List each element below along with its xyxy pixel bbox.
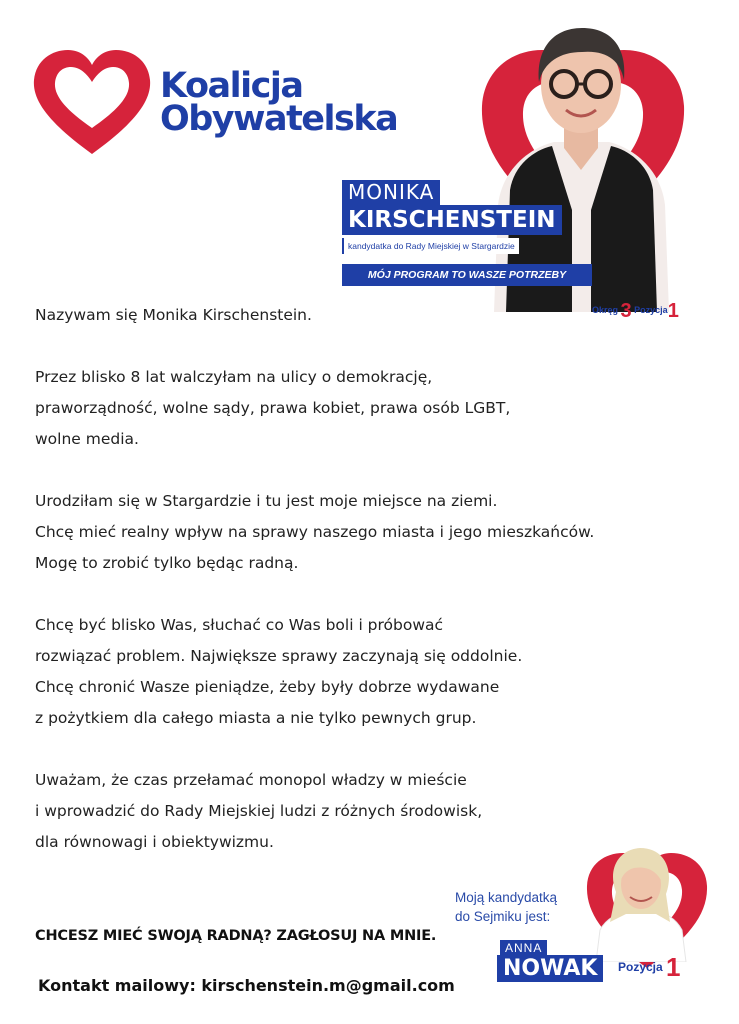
sejmik-candidate-last-name: NOWAK <box>497 955 603 982</box>
text-line: praworządność, wolne sądy, prawa kobiet, prawa osób LGBT, <box>35 399 511 417</box>
party-logo-text <box>160 66 398 139</box>
okreg-label: Okręg <box>592 305 619 315</box>
campaign-slogan: MÓJ PROGRAM TO WASZE POTRZEBY <box>342 264 592 286</box>
paragraph-intro <box>35 300 695 331</box>
text-line: Chcę mieć realny wpływ na sprawy naszego miasta i jego mieszkańców. <box>35 523 595 541</box>
logo-line-2: Obywatelska <box>160 99 398 139</box>
call-to-action: CHCESZ MIEĆ SWOJĄ RADNĄ? ZAGŁOSUJ NA MNIE. <box>35 928 437 944</box>
candidate-last-name: KIRSCHENSTEIN <box>342 205 562 235</box>
body-text <box>35 300 695 889</box>
sejmik-candidate-first-name: ANNA <box>500 940 547 956</box>
sejmik-intro-line-2: do Sejmiku jest: <box>455 909 551 924</box>
text-line: Chcę być blisko Was, słuchać co Was boli i próbować <box>35 616 444 634</box>
paragraph-hometown <box>35 486 695 579</box>
text-line: Uważam, że czas przełamać monopol władzy w mieście <box>35 771 467 789</box>
pozycja-number: 1 <box>667 300 679 322</box>
text-line: Przez blisko 8 lat walczyłam na ulicy o demokrację, <box>35 368 433 386</box>
heart-logo-icon <box>32 50 152 158</box>
text-line: Chcę chronić Wasze pieniądze, żeby były dobrze wydawane <box>35 678 500 696</box>
contact-email: Kontakt mailowy: kirschenstein.m@gmail.com <box>38 976 455 995</box>
candidate-first-name: MONIKA <box>342 180 440 205</box>
paragraph-goals <box>35 610 695 734</box>
paragraph-activism <box>35 362 695 455</box>
okreg-number: 3 <box>620 300 632 322</box>
logo-line-1: Koalicja <box>160 66 303 106</box>
sejmik-intro-line-1: Moją kandydatką <box>455 890 558 905</box>
text-line: z pożytkiem dla całego miasta a nie tylko pewnych grup. <box>35 709 477 727</box>
sejmik-position-badge <box>618 952 681 983</box>
text-line: i wprowadzić do Rady Miejskiej ludzi z różnych środowisk, <box>35 802 483 820</box>
sejmik-intro <box>455 888 557 926</box>
text-line: Urodziłam się w Stargardzie i tu jest moje miejsce na ziemi. <box>35 492 498 510</box>
text-line: wolne media. <box>35 430 139 448</box>
pozycja-label: Pozycja <box>618 960 663 974</box>
text-line: rozwiązać problem. Największe sprawy zaczynają się oddolnie. <box>35 647 523 665</box>
text-line: Mogę to zrobić tylko będąc radną. <box>35 554 299 572</box>
candidate-subtitle: kandydatka do Rady Miejskiej w Stargardzie <box>342 238 519 254</box>
pozycja-label: Pozycja <box>634 305 668 315</box>
pozycja-number: 1 <box>666 952 681 982</box>
candidate-photo-anna <box>590 842 690 962</box>
text-line: Nazywam się Monika Kirschenstein. <box>35 306 312 324</box>
text-line: dla równowagi i obiektywizmu. <box>35 833 274 851</box>
